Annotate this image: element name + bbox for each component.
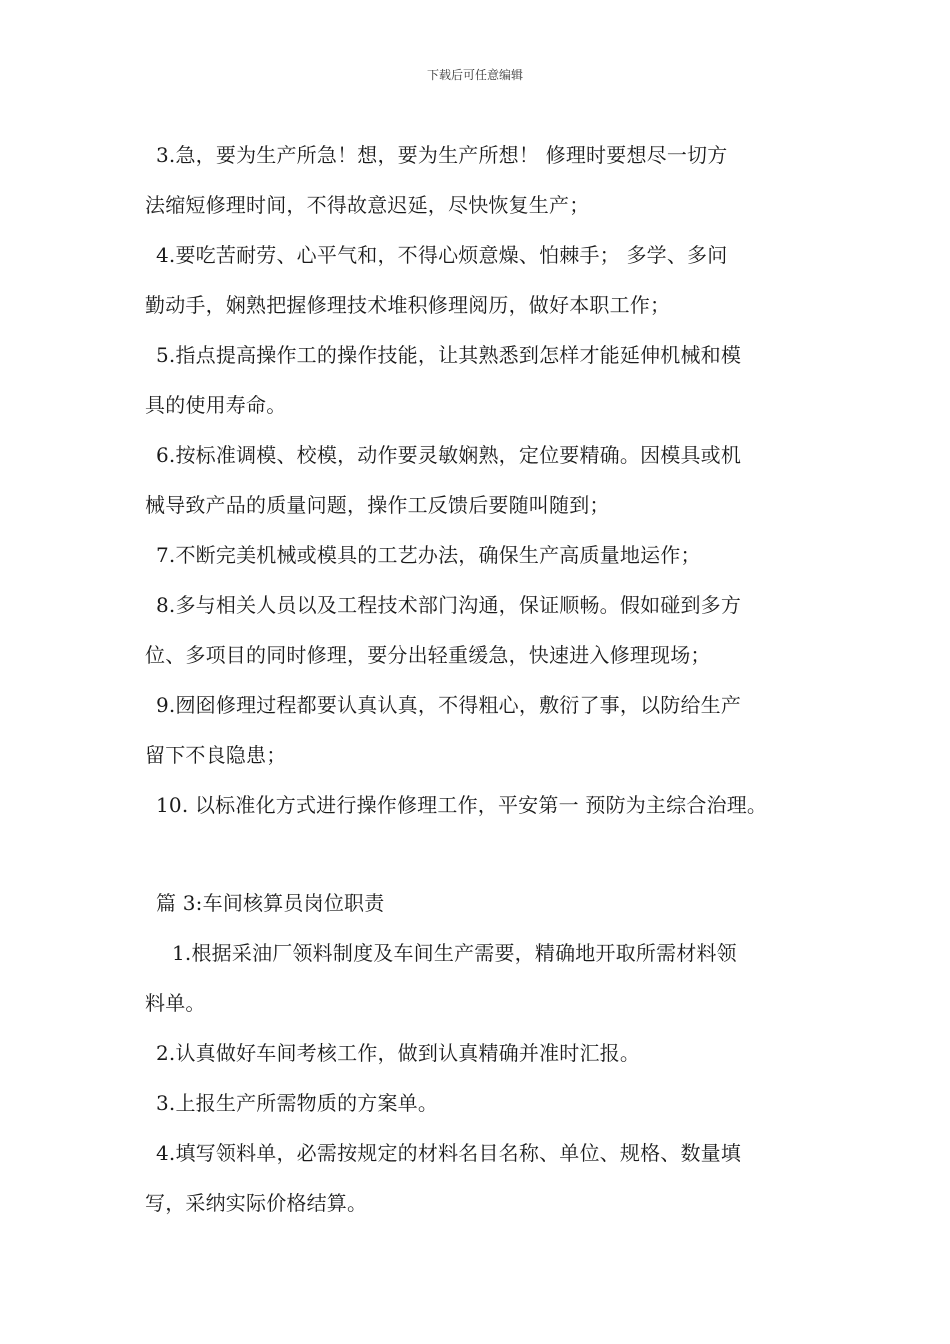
paragraph-line: 3.急，要为生产所急！想，要为生产所想！ 修理时要想尽一切方 [156, 143, 728, 167]
paragraph-line: 写，采纳实际价格结算。 [145, 1191, 368, 1215]
paragraph-line: 勤动手，娴熟把握修理技术堆积修理阅历，做好本职工作； [145, 293, 671, 317]
section-title: 篇 3:车间核算员岗位职责 [156, 891, 385, 915]
paragraph-line: 械导致产品的质量问题，操作工反馈后要随叫随到； [145, 493, 610, 517]
paragraph-line: 位、多项目的同时修理，要分出轻重缓急，快速进入修理现场； [145, 643, 711, 667]
paragraph-line: 1.根据采油厂领料制度及车间生产需要，精确地开取所需材料领 [172, 941, 737, 965]
paragraph-line: 9.囫囵修理过程都要认真认真，不得粗心，敷衍了事，以防给生产 [156, 693, 742, 717]
paragraph-line: 4.要吃苦耐劳、心平气和，不得心烦意燥、怕棘手； 多学、多问 [156, 243, 728, 267]
paragraph-line: 法缩短修理时间，不得故意迟延，尽快恢复生产； [145, 193, 590, 217]
paragraph-line: 6.按标准调模、校模，动作要灵敏娴熟，定位要精确。因模具或机 [156, 443, 742, 467]
paragraph-line: 4.填写领料单，必需按规定的材料名目名称、单位、规格、数量填 [156, 1141, 742, 1165]
page-header: 下载后可任意编辑 [426, 68, 523, 82]
paragraph-line: 10. 以标准化方式进行操作修理工作，平安第一 预防为主综合治理。 [156, 793, 768, 817]
paragraph-line: 留下不良隐患； [145, 743, 287, 767]
paragraph-line: 具的使用寿命。 [145, 393, 287, 417]
paragraph-line: 5.指点提高操作工的操作技能，让其熟悉到怎样才能延伸机械和模 [156, 343, 742, 367]
document-body [145, 130, 825, 1228]
paragraph-line: 3.上报生产所需物质的方案单。 [156, 1091, 439, 1115]
paragraph-line: 2.认真做好车间考核工作，做到认真精确并准时汇报。 [156, 1041, 641, 1065]
paragraph-line: 8.多与相关人员以及工程技术部门沟通，保证顺畅。假如碰到多方 [156, 593, 742, 617]
paragraph-line: 料单。 [145, 991, 206, 1015]
paragraph-line: 7.不断完美机械或模具的工艺办法，确保生产高质量地运作； [156, 543, 701, 567]
section-gap [145, 830, 825, 878]
